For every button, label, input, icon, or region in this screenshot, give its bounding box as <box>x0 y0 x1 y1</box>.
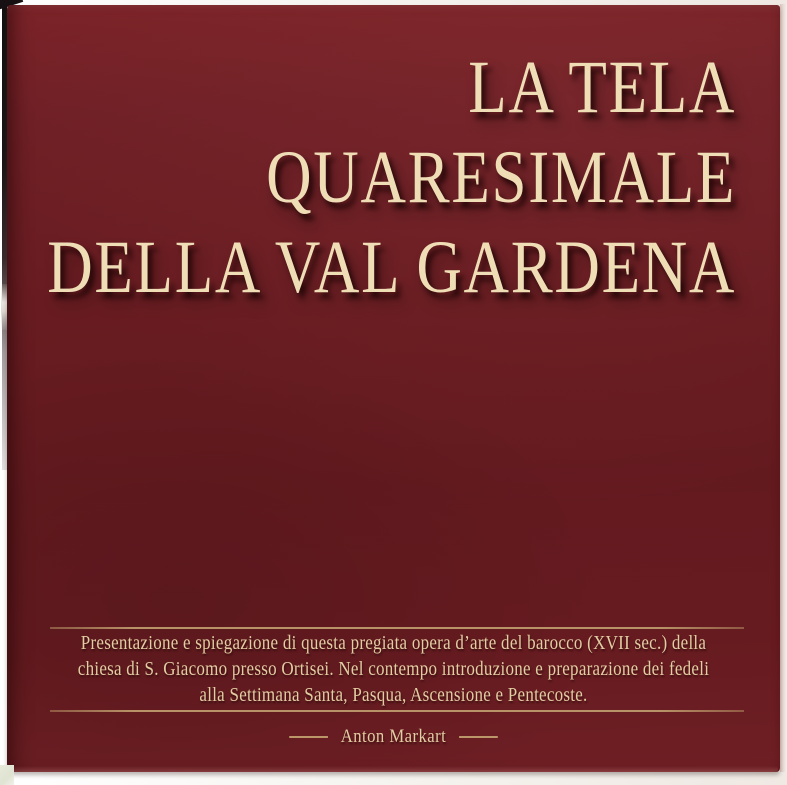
author-dash-left <box>289 736 328 738</box>
book-title <box>47 43 736 313</box>
author-dash-right <box>459 736 498 738</box>
title-line-3: DELLA VAL GARDENA <box>47 226 736 309</box>
cover-description <box>65 630 722 708</box>
title-line-2: QUARESIMALE <box>266 136 736 219</box>
book-cover <box>7 5 780 772</box>
scan-artifact-bottom-left <box>0 765 14 785</box>
description-line-3: alla Settimana Santa, Pasqua, Ascensione e Pentecoste. <box>199 684 588 706</box>
author-row <box>53 723 733 751</box>
divider-top <box>50 627 744 629</box>
author-name: Anton Markart <box>340 726 447 747</box>
title-line-1: LA TELA <box>468 46 736 129</box>
description-line-2: chiesa di S. Giacomo presso Ortisei. Nel contempo introduzione e preparazione dei fedeli <box>77 658 710 680</box>
page-edge-right <box>780 4 787 772</box>
divider-bottom <box>50 710 744 712</box>
description-line-1: Presentazione e spiegazione di questa pregiata opera d’arte del barocco (XVII sec.) della <box>80 632 707 654</box>
